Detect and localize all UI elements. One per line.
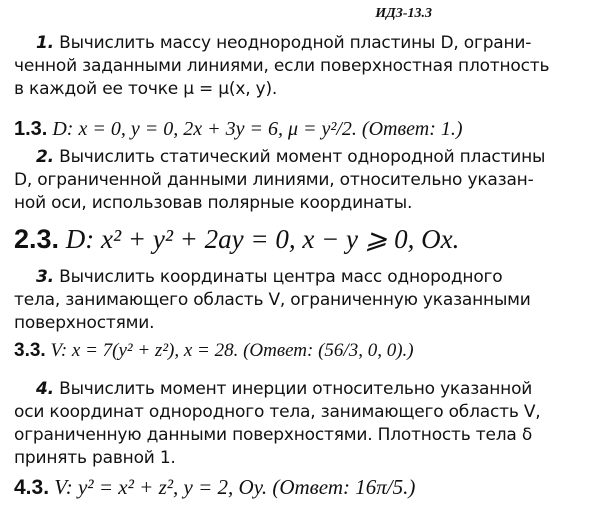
task-1-line-3: в каждой ее точке μ = μ(x, y). [14,79,278,99]
task-3-line-2: тела, занимающего область V, ограниченную указанными [14,290,531,310]
page-title: ИДЗ-13.3 [375,6,432,21]
task-2-variant-label: 2.3. [14,224,60,254]
task-1-line-2: ченной заданными линиями, если поверхностная плотность [14,56,550,76]
task-4-line-1: 4. Вычислить момент инерции относительно указанной [36,379,533,399]
task-1-text [14,32,582,101]
task-2-expression: D: x² + y² + 2ay = 0, x − y ⩾ 0, Ox. [65,224,460,254]
task-1-variant [14,118,463,141]
task-3-answer: (Ответ: (56/3, 0, 0).) [243,340,414,361]
task-4-line-2: оси координат однородного тела, занимающего область V, [14,402,541,422]
task-2-variant [14,224,459,255]
task-2-number: 2. [36,147,54,167]
task-1-line-1: 1. Вычислить массу неоднородной пластины D, ограни- [36,33,532,53]
task-2-text [14,146,582,215]
task-4-expression: V: y² = x² + z², y = 2, Oy. [54,475,268,499]
task-2-line-1: 2. Вычислить статический момент однородной пластины [36,147,546,167]
task-3-text [14,266,582,335]
task-3-number: 3. [36,267,54,287]
task-4-variant-label: 4.3. [14,476,50,499]
task-4-answer: (Ответ: 16π/5.) [272,475,416,499]
task-1-answer: (Ответ: 1.) [361,118,463,140]
task-4-text [14,378,582,470]
task-3-line-1: 3. Вычислить координаты центра масс однородного [36,267,503,287]
task-2-line-2: D, ограниченной данными линиями, относительно указан- [14,170,534,190]
task-2-line-3: ной оси, использовав полярные координаты. [14,193,413,213]
task-1-expression: D: x = 0, y = 0, 2x + 3y = 6, μ = y²/2. [52,118,357,140]
task-4-line-3: ограниченную данными поверхностями. Плотность тела δ [14,425,533,445]
task-3-variant [14,340,414,362]
task-4-number: 4. [36,379,54,399]
task-1-variant-label: 1.3. [14,118,48,140]
task-3-line-3: поверхностями. [14,313,155,333]
task-3-expression: V: x = 7(y² + z²), x = 28. [50,340,239,361]
task-4-variant [14,475,415,500]
task-3-variant-label: 3.3. [14,340,46,361]
task-4-line-4: принять равной 1. [14,448,176,468]
task-1-number: 1. [36,33,54,53]
